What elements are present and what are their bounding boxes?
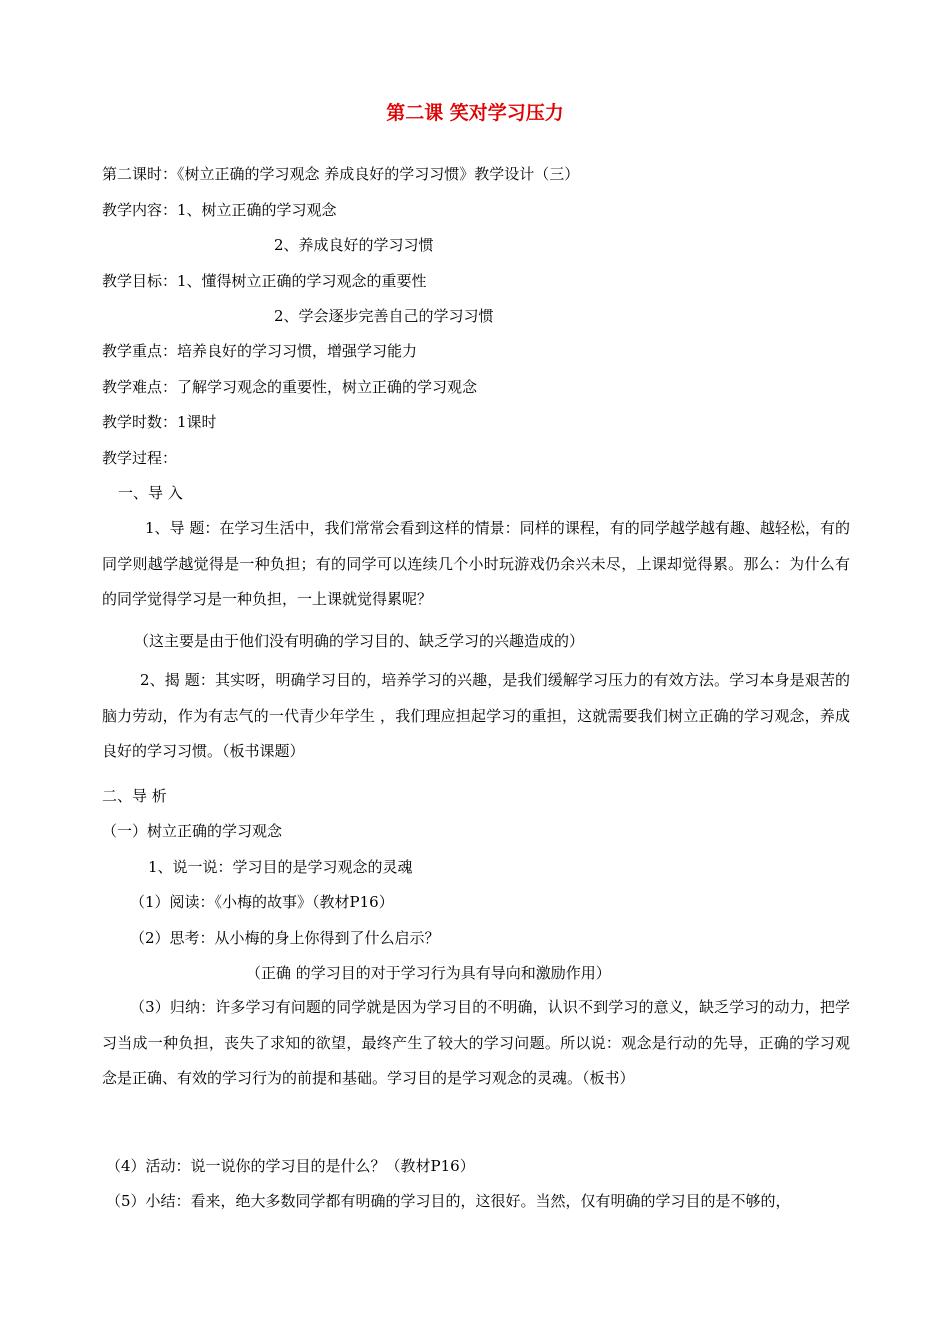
- section-analysis: 二、导 析: [102, 787, 167, 805]
- paragraph-intro: 1、导 题：在学习生活中，我们常常会看到这样的情景：同样的课程，有的同学越学越有趣、越轻松，有的同学则越学越觉得是一种负担；有的同学可以连续几个小时玩游戏仍余兴未尽，上课却觉得累。那么：为什么有的同学觉得学习是一种负担，一上课就觉得累呢？: [102, 519, 850, 608]
- paragraph-summary: （3）归纳：许多学习有问题的同学就是因为学习目的不明确，认识不到学习的意义，缺乏学习的动力，把学习当成一种负担，丧失了求知的欲望，最终产生了较大的学习问题。所以说：观念是行动的先导，正确的学习观念是正确、有效的学习行为的前提和基础。学习目的是学习观念的灵魂。（板书）: [102, 998, 850, 1087]
- intro-note: （这主要是由于他们没有明确的学习目的、缺乏学习的兴趣造成的）: [134, 632, 585, 650]
- paragraph-reveal: 2、揭 题：其实呀，明确学习目的，培养学习的兴趣，是我们缓解学习压力的有效方法。学习本身是艰苦的脑力劳动，作为有志气的一代青少年学生 ，我们理应担起学习的重担，这就需要我们树立正确的学习观念，养成良好的学习习惯。（板书课题）: [102, 671, 850, 760]
- teaching-hours: 教学时数：1课时: [102, 413, 217, 431]
- subsection-1: （一）树立正确的学习观念: [102, 822, 283, 840]
- document-title: 第二课 笑对学习压力: [386, 102, 564, 124]
- teaching-focus: 教学重点：培养良好的学习习惯，增强学习能力: [102, 342, 418, 360]
- item-activity: （4）活动：说一说你的学习目的是什么？（教材P16）: [106, 1157, 475, 1175]
- lesson-heading: 第二课时：《树立正确的学习观念 养成良好的学习习惯》教学设计（三）: [102, 165, 580, 183]
- item-say: 1、说一说：学习目的是学习观念的灵魂: [148, 858, 413, 876]
- item-think: （2）思考：从小梅的身上你得到了什么启示？: [130, 929, 440, 947]
- teaching-goal-2: 2、学会逐步完善自己的学习习惯: [274, 307, 494, 325]
- section-intro: 一、导 入: [118, 484, 183, 502]
- teaching-difficulty: 教学难点：了解学习观念的重要性，树立正确的学习观念: [102, 378, 478, 396]
- item-conclusion: （5）小结：看来，绝大多数同学都有明确的学习目的，这很好。当然，仅有明确的学习目的是不够的，: [106, 1192, 791, 1210]
- teaching-content-2: 2、养成良好的学习习惯: [274, 236, 434, 254]
- teaching-goal-1: 教学目标：1、懂得树立正确的学习观念的重要性: [102, 272, 427, 290]
- think-answer: （正确 的学习目的对于学习行为具有导向和激励作用）: [246, 964, 611, 982]
- item-read: （1）阅读：《小梅的故事》（教材P16）: [130, 893, 394, 911]
- teaching-process: 教学过程：: [102, 449, 178, 467]
- teaching-content-1: 教学内容：1、树立正确的学习观念: [102, 201, 337, 219]
